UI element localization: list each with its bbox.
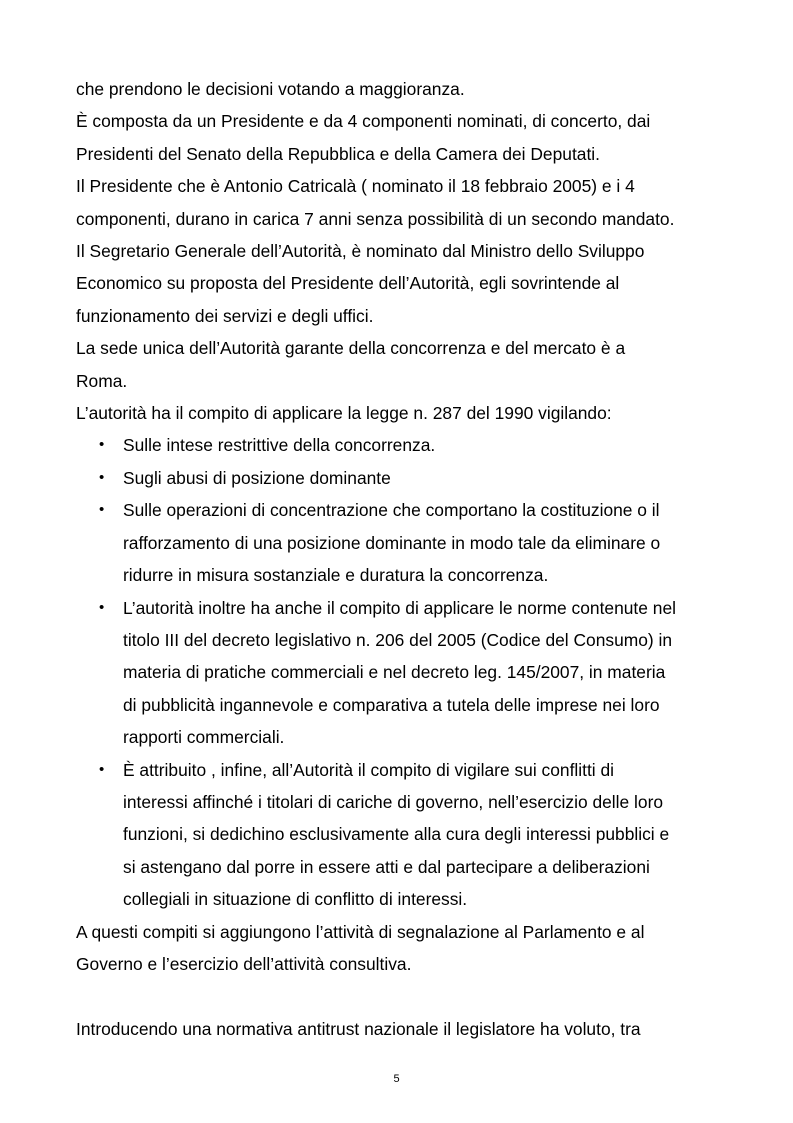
blank-line [76,980,726,1012]
list-item-text: materia di pratiche commerciali e nel decreto leg. 145/2007, in materia [123,662,666,683]
list-item-text: L’autorità inoltre ha anche il compito di applicare le norme contenute nel [123,597,676,618]
list-item-text: rafforzamento di una posizione dominante in modo tale da eliminare o [123,532,661,553]
bullet-icon: • [99,760,105,778]
list-item-text: collegiali in situazione di conflitto di interessi. [123,889,468,910]
list-item [76,592,726,754]
text-line: Presidenti del Senato della Repubblica e della Camera dei Deputati. [76,143,600,164]
text-line: Introducendo una normativa antitrust nazionale il legislatore ha voluto, tra [76,1018,641,1039]
text-line: Economico su proposta del Presidente dell’Autorità, egli sovrintende al [76,273,620,294]
intro-paragraphs [76,73,726,429]
list-item-text: Sulle operazioni di concentrazione che comportano la costituzione o il [123,500,660,521]
page-body [76,73,726,1045]
list-item [76,754,726,916]
closing-paragraph [76,916,726,981]
list-item-text: Sulle intese restrittive della concorrenza. [123,435,436,456]
list-item-text: di pubblicità ingannevole e comparativa a tutela delle imprese nei loro [123,694,660,715]
list-item-text: si astengano dal porre in essere atti e dal partecipare a deliberazioni [123,856,650,877]
text-line: A questi compiti si aggiungono l’attività di segnalazione al Parlamento e al [76,921,645,942]
final-paragraph [76,1013,726,1045]
list-item-text: interessi affinché i titolari di cariche di governo, nell’esercizio delle loro [123,791,664,812]
bullet-icon: • [99,598,105,616]
text-line: componenti, durano in carica 7 anni senza possibilità di un secondo mandato. [76,208,675,229]
list-item-text: È attribuito , infine, all’Autorità il compito di vigilare sui conflitti di [123,759,615,780]
list-item-text: titolo III del decreto legislativo n. 206 del 2005 (Codice del Consumo) in [123,629,673,650]
text-line: funzionamento dei servizi e degli uffici. [76,305,374,326]
text-line: Governo e l’esercizio dell’attività consultiva. [76,953,412,974]
bullet-icon: • [99,436,105,454]
list-item [76,462,726,494]
bullet-icon: • [99,501,105,519]
page-number: 5 [393,1073,400,1085]
text-line: L’autorità ha il compito di applicare la legge n. 287 del 1990 vigilando: [76,403,612,424]
text-line: Il Segretario Generale dell’Autorità, è nominato dal Ministro dello Sviluppo [76,241,645,262]
text-line: Roma. [76,370,128,391]
text-line: Il Presidente che è Antonio Catricalà ( nominato il 18 febbraio 2005) e i 4 [76,176,635,197]
text-line: La sede unica dell’Autorità garante della concorrenza e del mercato è a [76,338,626,359]
bullet-list [76,429,726,915]
list-item [76,494,726,591]
list-item-text: funzioni, si dedichino esclusivamente alla cura degli interessi pubblici e [123,824,670,845]
list-item-text: ridurre in misura sostanziale e duratura la concorrenza. [123,565,549,586]
text-line: che prendono le decisioni votando a maggioranza. [76,79,465,99]
list-item-text: Sugli abusi di posizione dominante [123,467,391,488]
list-item-text: rapporti commerciali. [123,727,285,748]
text-line: È composta da un Presidente e da 4 componenti nominati, di concerto, dai [76,111,651,132]
list-item [76,429,726,461]
bullet-icon: • [99,468,105,486]
